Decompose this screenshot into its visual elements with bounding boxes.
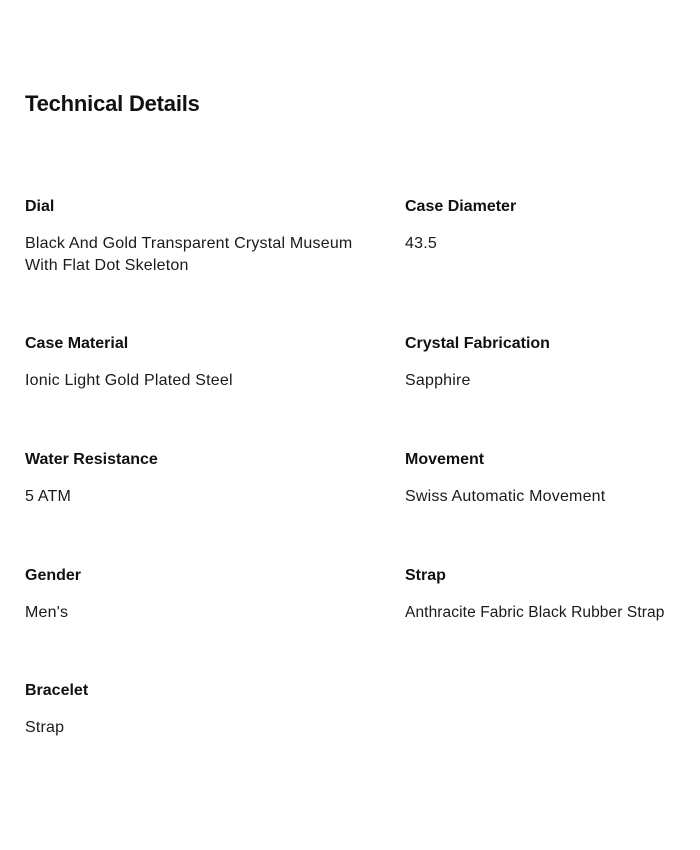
spec-label: Gender	[25, 567, 82, 584]
spec-case-diameter	[405, 197, 700, 255]
spec-value: Men's	[25, 604, 69, 621]
spec-label: Case Material	[25, 335, 129, 352]
spec-value: Black And Gold Transparent Crystal Museum With Flat Dot Skeleton	[25, 235, 353, 274]
spec-water-resistance	[25, 450, 385, 508]
spec-label: Movement	[405, 451, 485, 468]
spec-label: Water Resistance	[25, 451, 158, 468]
spec-value: Anthracite Fabric Black Rubber Strap	[405, 604, 665, 621]
spec-label: Dial	[25, 198, 55, 215]
spec-value: 5 ATM	[25, 488, 72, 505]
spec-label: Bracelet	[25, 682, 89, 699]
spec-movement	[405, 450, 700, 508]
spec-value: Ionic Light Gold Plated Steel	[25, 372, 233, 389]
spec-dial	[25, 197, 385, 277]
spec-value: Swiss Automatic Movement	[405, 488, 606, 505]
spec-value: Sapphire	[405, 372, 471, 389]
spec-crystal-fabrication	[405, 334, 700, 392]
spec-case-material	[25, 334, 385, 392]
spec-label: Case Diameter	[405, 198, 517, 215]
page-title: Technical Details	[25, 91, 200, 116]
spec-strap	[405, 566, 700, 624]
spec-label: Crystal Fabrication	[405, 335, 550, 352]
spec-bracelet	[25, 681, 385, 739]
spec-label: Strap	[405, 567, 446, 584]
spec-gender	[25, 566, 385, 624]
spec-value: Strap	[25, 719, 65, 736]
spec-value: 43.5	[405, 235, 437, 252]
